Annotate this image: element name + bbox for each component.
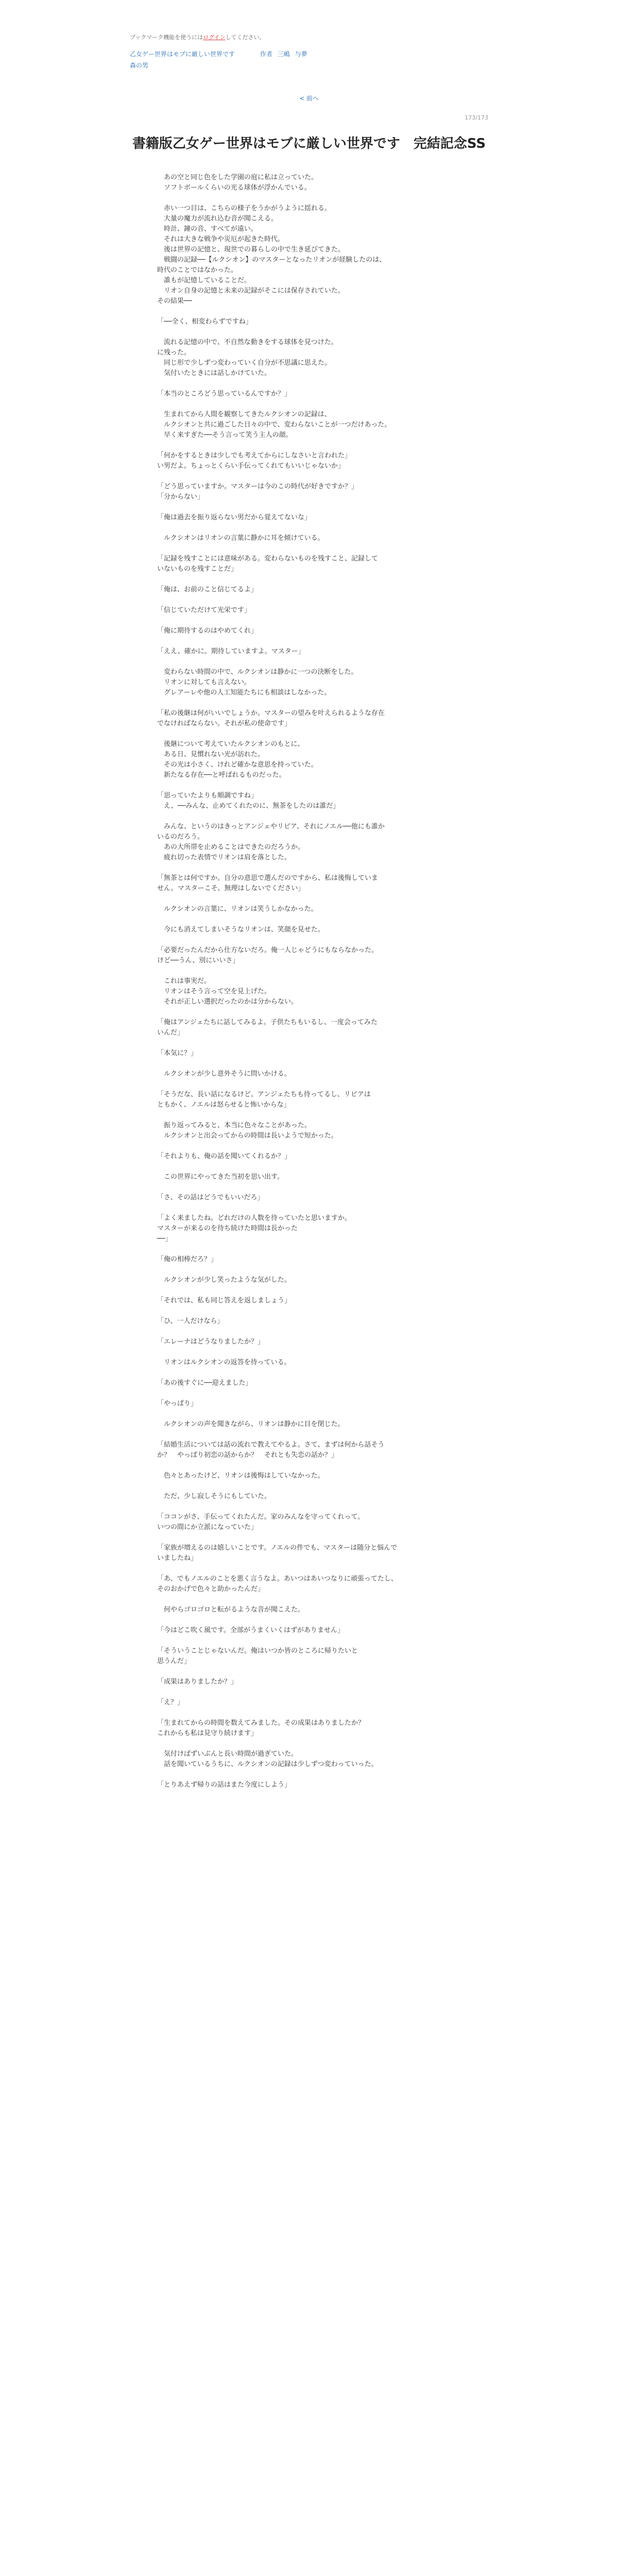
blank-line xyxy=(157,1615,487,1625)
paragraph-line: 時計、鐘の音、すべてが遠い。 xyxy=(157,225,258,233)
blank-line xyxy=(157,1770,487,1780)
paragraph-line: 何やらゴロゴロと転がるような音が聞こえた。 xyxy=(157,1606,305,1614)
blank-line xyxy=(157,379,487,389)
paragraph-line: 色々とあったけど、リオンは後悔はしていなかった。 xyxy=(157,1472,324,1480)
top-bar xyxy=(0,0,618,72)
login-hint xyxy=(130,33,265,41)
paragraph-line: 後継について考えていたルクシオンのもとに、 xyxy=(157,740,304,748)
blank-line xyxy=(157,1007,487,1018)
paragraph-line: 思うんだ」 xyxy=(157,1657,191,1665)
blank-line xyxy=(157,935,487,945)
blank-line xyxy=(157,1595,487,1605)
paragraph-line: それは大きな戦争や災厄が起きた時代。 xyxy=(157,235,285,243)
paragraph-line: 「生まれてからの時間を数えてみました。その成果はありましたか？ xyxy=(157,1719,365,1727)
paragraph-line: 時代のことではなかった。 xyxy=(157,266,238,274)
blank-line xyxy=(157,1244,487,1255)
paragraph-line: 疲れ切った表情でリオンは肩を落とした。 xyxy=(157,854,291,861)
blank-line xyxy=(157,1564,487,1574)
blank-line xyxy=(157,1481,487,1492)
blank-line xyxy=(157,698,487,708)
paragraph-line: ある日、見慣れない光が訪れた。 xyxy=(157,751,265,758)
paragraph-line: 新たなる存在──と呼ばれるものだった。 xyxy=(157,771,286,779)
blank-line xyxy=(157,1203,487,1213)
blank-line xyxy=(157,327,487,337)
paragraph-line: 「信じていただけて光栄です」 xyxy=(157,606,251,614)
blank-line xyxy=(157,523,487,533)
paragraph-line: ルクシオンと出会ってからの時間は長いようで短かった。 xyxy=(157,1132,338,1140)
meta-author-name[interactable]: 与夢 xyxy=(295,50,307,58)
paragraph-line: ──」 xyxy=(157,1235,172,1243)
paragraph-line: 「本気に？」 xyxy=(157,1049,198,1057)
paragraph-line: 「それよりも、俺の話を聞いてくれるか？」 xyxy=(157,1153,291,1160)
paragraph-line: 「俺に期待するのはやめてくれ」 xyxy=(157,627,258,635)
blank-line xyxy=(157,966,487,976)
paragraph-line: 振り返ってみると、本当に色々なことがあった。 xyxy=(157,1122,311,1129)
paragraph-line: 「え？」 xyxy=(157,1699,184,1706)
paragraph-line: 「やっぱり」 xyxy=(157,1400,198,1408)
paragraph-line: これは事実だ。 xyxy=(157,977,211,985)
paragraph-line: 変わらない時間の中で、ルクシオンは静かに一つの決断をした。 xyxy=(157,668,358,676)
blank-line xyxy=(157,1162,487,1172)
paragraph-line: 流れる記憶の中で、不自然な動きをする球体を見つけた。 xyxy=(157,338,338,346)
paragraph-line: その結果── xyxy=(157,297,192,305)
paragraph-line: 「とりあえず帰りの話はまた今度にしよう」 xyxy=(157,1781,291,1789)
paragraph-line: 「俺は過去を振り返らない男だから覚えてないな」 xyxy=(157,514,312,521)
paragraph-line: いつの間にか立派になっていた」 xyxy=(157,1523,258,1531)
paragraph-line: 「家族が増えるのは嬉しいことです。ノエルの件でも、マスターは随分と悩んで xyxy=(157,1544,398,1552)
paragraph-line: ルクシオンが少し笑ったような気がした。 xyxy=(157,1276,291,1284)
blank-line xyxy=(157,471,487,482)
paragraph-line: ルクシオンはリオンの言葉に静かに耳を傾けている。 xyxy=(157,534,324,542)
blank-line xyxy=(157,1079,487,1090)
paragraph-line: グレアーレや他の人工知能たちにも相談はしなかった。 xyxy=(157,689,331,697)
prev-chapter-link[interactable]: < 前へ xyxy=(299,95,319,102)
blank-line xyxy=(157,1502,487,1512)
paragraph-line: いんだ」 xyxy=(157,1029,184,1037)
blank-line xyxy=(157,1667,487,1677)
paragraph-line: それが正しい選択だったのかは分からない。 xyxy=(157,998,298,1006)
blank-line xyxy=(157,914,487,925)
blank-line xyxy=(157,1110,487,1121)
blank-line xyxy=(157,616,487,626)
paragraph-line: 今にも消えてしまいそうなリオンは、笑顔を見せた。 xyxy=(157,926,324,934)
paragraph-line: 戦闘の記録──【ルクシオン】のマスターとなったリオンが経験したのは、 xyxy=(157,256,386,264)
blank-line xyxy=(157,1461,487,1471)
paragraph-line: リオンはそう言って空を見上げた。 xyxy=(157,988,271,995)
paragraph-line: い男だよ。ちょっとくらい手伝ってくれてもいいじゃないか」 xyxy=(157,462,345,470)
blank-line xyxy=(157,1533,487,1543)
series-meta xyxy=(260,49,311,58)
blank-line xyxy=(157,1409,487,1419)
paragraph-line: 「私の後継は何がいいでしょうか。マスターの望みを叶えられるような存在 xyxy=(157,709,385,717)
paragraph-line: 「思っていたよりも順調ですね」 xyxy=(157,792,258,800)
blank-line xyxy=(157,811,487,822)
paragraph-line: 「さ、その話はどうでもいいだろ」 xyxy=(157,1194,264,1201)
paragraph-line: 話を聞いているうちに、ルクシオンの記録は少しずつ変わっていった。 xyxy=(157,1760,378,1768)
blank-line xyxy=(157,863,487,873)
blank-line xyxy=(157,1368,487,1378)
blank-line xyxy=(157,1327,487,1337)
paragraph-line: 「必要だったんだから仕方ないだろ。俺一人じゃどうにもならなかった。 xyxy=(157,946,379,954)
blank-line xyxy=(157,595,487,605)
blank-line xyxy=(157,1306,487,1316)
paragraph-line: 気付けばずいぶんと長い時間が過ぎていた。 xyxy=(157,1750,298,1758)
blank-line xyxy=(157,1430,487,1440)
paragraph-line: ルクシオンと共に過ごした日々の中で、変わらないことが一つだけあった。 xyxy=(157,421,391,429)
paragraph-line: これからも私は見守り続けます」 xyxy=(157,1730,258,1737)
paragraph-line: 「そうだな、長い話になるけど。アンジェたちも待ってるし、リビアは xyxy=(157,1091,371,1098)
paragraph-line: か？ やっぱり初恋の話からか？ それとも失恋の話か？」 xyxy=(157,1451,338,1459)
paragraph-line: 「エレーナはどうなりましたか？」 xyxy=(157,1338,265,1346)
paragraph-line: その光は小さく、けれど確かな意思を持っていた。 xyxy=(157,761,318,769)
paragraph-line: けど──うん、別にいいさ」 xyxy=(157,957,239,964)
blank-line xyxy=(157,657,487,667)
blank-line xyxy=(157,1038,487,1048)
blank-line xyxy=(157,193,487,204)
paragraph-line: 「あの後すぐに──迎えました」 xyxy=(157,1379,252,1387)
paragraph-line: みんな、というのはきっとアンジェやリビア、それにノエル──他にも誰か xyxy=(157,823,385,831)
blank-line xyxy=(157,1708,487,1718)
paragraph-line: 「無茶とは何ですか。自分の意思で選んだのですから、私は後悔していま xyxy=(157,874,379,882)
paragraph-line: 「ええ、確かに。期待していますよ。マスター」 xyxy=(157,648,305,655)
paragraph-line: に残った。 xyxy=(157,349,191,357)
paragraph-line: 誰もが記憶していることだ。 xyxy=(157,277,251,284)
blank-line xyxy=(157,544,487,554)
chapter-number: 173/173 xyxy=(465,114,488,121)
paragraph-line: でなければならない。それが私の使命です」 xyxy=(157,720,291,727)
blank-line xyxy=(157,574,487,585)
paragraph-line: いましたね」 xyxy=(157,1554,198,1562)
paragraph-line: 同じ形で少しずつ変わっていく自分が不思議に思えた。 xyxy=(157,359,331,367)
blank-line xyxy=(157,1687,487,1698)
paragraph-line: マスターが来るのを待ち続けた時間は長かった xyxy=(157,1225,298,1232)
paragraph-line: 「それでは、私も同じ答えを返しましょう」 xyxy=(157,1297,291,1304)
blank-line xyxy=(157,307,487,317)
login-link[interactable]: ログイン xyxy=(203,34,226,41)
blank-line xyxy=(157,1388,487,1399)
paragraph-line: ただ、少し寂しそうにもしていた。 xyxy=(157,1493,271,1500)
blank-line xyxy=(157,894,487,904)
blank-line xyxy=(157,781,487,791)
paragraph-line: リオン自身の記憶と未来の記録がそこには保存されていた。 xyxy=(157,287,345,295)
paragraph-line: 後は世界の記憶と、現世での暮らしの中で生き延びてきた。 xyxy=(157,246,345,253)
paragraph-line: いないものを残すことだ」 xyxy=(157,565,238,573)
blank-line xyxy=(157,1347,487,1358)
chapter-title: 書籍版乙女ゲー世界はモブに厳しい世界です 完結記念SS xyxy=(132,136,486,151)
paragraph-line: 「記録を残すことには意味がある。変わらないものを残すこと、記録して xyxy=(157,555,379,563)
blank-line xyxy=(157,1141,487,1151)
chapter-body xyxy=(157,173,487,1790)
paragraph-line: 気付いたときには話しかけていた。 xyxy=(157,369,271,377)
paragraph-line: ルクシオンの声を聞きながら、リオンは静かに目を閉じた。 xyxy=(157,1420,345,1428)
paragraph-line: 「俺は、お前のこと信じてるよ」 xyxy=(157,586,258,594)
blank-line xyxy=(157,1265,487,1275)
paragraph-line: 赤い一つ目は、こちらの様子をうかがうように揺れる。 xyxy=(157,205,332,212)
author-link[interactable]: 森の男 xyxy=(130,62,149,69)
paragraph-line: 「どう思っていますか。マスターは今のこの時代が好きですか？」 xyxy=(157,483,358,490)
blank-line xyxy=(157,1739,487,1749)
paragraph-line: 「何かをするときは少しでも考えてからにしなさいと言われた」 xyxy=(157,452,352,460)
paragraph-line: あの空と同じ色をした学園の庭に私は立っていた。 xyxy=(157,174,318,181)
paragraph-line: 「今はどこ吹く風です。全部がうまくいくはずがありません」 xyxy=(157,1626,344,1634)
paragraph-line: 「──全く、相変わらずですね」 xyxy=(157,318,252,326)
paragraph-line: 「ひ、一人だけなら」 xyxy=(157,1317,224,1325)
paragraph-line: 「よく来ましたね。どれだけの人数を待っていたと思いますか。 xyxy=(157,1214,352,1222)
paragraph-line: 早く来すぎた──そう言って笑う主人の顔。 xyxy=(157,431,293,439)
login-hint-before: ブックマーク機能を使うには xyxy=(130,34,203,41)
blank-line xyxy=(157,1636,487,1646)
paragraph-line: ともかく、ノエルは怒らせると怖いからな」 xyxy=(157,1101,290,1109)
meta-label: 作者 xyxy=(260,50,273,58)
paragraph-line: あの大所帯を止めることはできたのだろうか。 xyxy=(157,843,305,851)
blank-line xyxy=(157,399,487,410)
blank-line xyxy=(157,502,487,513)
blank-line xyxy=(157,1285,487,1296)
paragraph-line: リオンに対しても言えない。 xyxy=(157,679,251,686)
meta-author-link[interactable]: 三嶋 xyxy=(277,50,290,58)
paragraph-line: ルクシオンが少し意外そうに問いかける。 xyxy=(157,1070,291,1078)
blank-line xyxy=(157,729,487,739)
paragraph-line: 生まれてから人間を観察してきたルクシオンの記録は、 xyxy=(157,411,331,418)
paragraph-line: ソフトボールくらいの光る球体が浮かんでいる。 xyxy=(157,184,311,192)
blank-line xyxy=(157,440,487,451)
paragraph-line: そのおかげで色々と助かったんだ」 xyxy=(157,1585,265,1593)
paragraph-line: え、──みんな、止めてくれたのに、無茶をしたのは誰だ」 xyxy=(157,802,340,810)
paragraph-line: 「成果はありましたか？」 xyxy=(157,1678,238,1686)
paragraph-line: せん。マスターこそ、無理はしないでください」 xyxy=(157,885,305,892)
blank-line xyxy=(157,1059,487,1069)
paragraph-line: 「俺の相棒だろ？」 xyxy=(157,1256,218,1263)
paragraph-line: 「あ、でもノエルのことを悪く言うなよ。あいつはあいつなりに頑張ってたし、 xyxy=(157,1575,398,1583)
paragraph-line: 「結婚生活については話の流れで教えてやるよ。さて、まずは何から話そう xyxy=(157,1441,385,1449)
paragraph-line: 「分からない」 xyxy=(157,493,204,501)
paragraph-line: リオンはルクシオンの返答を待っている。 xyxy=(157,1359,291,1366)
paragraph-line: ルクシオンの言葉に、リオンは笑うしかなかった。 xyxy=(157,905,318,913)
blank-line xyxy=(157,1182,487,1193)
paragraph-line: この世界にやってきた当初を思い出す。 xyxy=(157,1173,284,1181)
paragraph-line: 「俺はアンジェたちに話してみるよ。子供たちもいるし、一度会ってみた xyxy=(157,1019,377,1026)
login-hint-after: してください。 xyxy=(225,34,265,41)
paragraph-line: 「そういうことじゃないんだ。俺はいつか皆のところに帰りたいと xyxy=(157,1647,358,1655)
blank-line xyxy=(157,636,487,647)
series-title-link[interactable]: 乙女ゲー世界はモブに厳しい世界です xyxy=(130,50,235,58)
paragraph-line: いるのだろう。 xyxy=(157,833,204,841)
paragraph-line: 「本当のところどう思っているんですか？」 xyxy=(157,390,291,398)
paragraph-line: 「ココンがさ、手伝ってくれたんだ。家のみんなを守ってくれって。 xyxy=(157,1513,365,1521)
paragraph-line: 大量の魔力が流れ込む音が聞こえる。 xyxy=(157,215,278,223)
